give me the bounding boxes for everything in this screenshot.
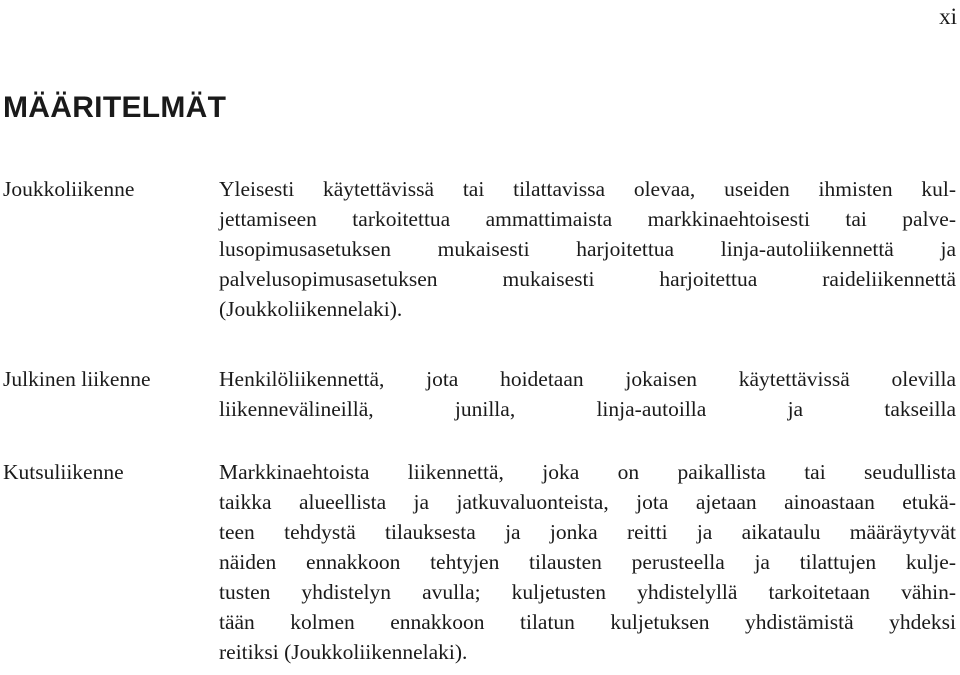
definition-line: teen tehdystä tilauksesta ja jonka reitti ja aikataulu määräytyvät — [219, 520, 956, 544]
definition-line: palvelusopimusasetuksen mukaisesti harjoitettua raideliikennettä — [219, 267, 956, 291]
definition-line: reitiksi (Joukkoliikennelaki). — [219, 640, 468, 664]
definition-line: Henkilöliikennettä, jota hoidetaan jokaisen käytettävissä olevilla — [219, 367, 956, 391]
definition-line: tään kolmen ennakkoon tilatun kuljetuksen yhdistämistä yhdeksi — [219, 610, 956, 634]
definition-line: tusten yhdistelyn avulla; kuljetusten yhdistelyllä tarkoitetaan vähin- — [219, 580, 956, 604]
term-julkinen-liikenne: Julkinen liikenne — [3, 367, 151, 391]
page-number: xi — [939, 4, 957, 29]
term-kutsuliikenne: Kutsuliikenne — [3, 460, 124, 484]
term-joukkoliikenne: Joukkoliikenne — [3, 177, 135, 201]
definition-line: liikennevälineillä, junilla, linja-autoilla ja takseilla — [219, 397, 956, 421]
definition-joukkoliikenne — [219, 174, 956, 324]
definition-line: Markkinaehtoista liikennettä, joka on paikallista tai seudullista — [219, 460, 956, 484]
definition-line: jettamiseen tarkoitettua ammattimaista markkinaehtoisesti tai palve- — [219, 207, 956, 231]
definition-line: näiden ennakkoon tehtyjen tilausten perusteella ja tilattujen kulje- — [219, 550, 956, 574]
section-heading: MÄÄRITELMÄT — [3, 91, 227, 124]
definition-line: lusopimusasetuksen mukaisesti harjoitettua linja-autoliikennettä ja — [219, 237, 956, 261]
definition-kutsuliikenne — [219, 457, 956, 667]
definition-line: Yleisesti käytettävissä tai tilattavissa olevaa, useiden ihmisten kul- — [219, 177, 956, 201]
definition-julkinen-liikenne — [219, 364, 956, 424]
definition-line: (Joukkoliikennelaki). — [219, 297, 403, 321]
definition-line: taikka alueellista ja jatkuvaluonteista, jota ajetaan ainoastaan etukä- — [219, 490, 956, 514]
